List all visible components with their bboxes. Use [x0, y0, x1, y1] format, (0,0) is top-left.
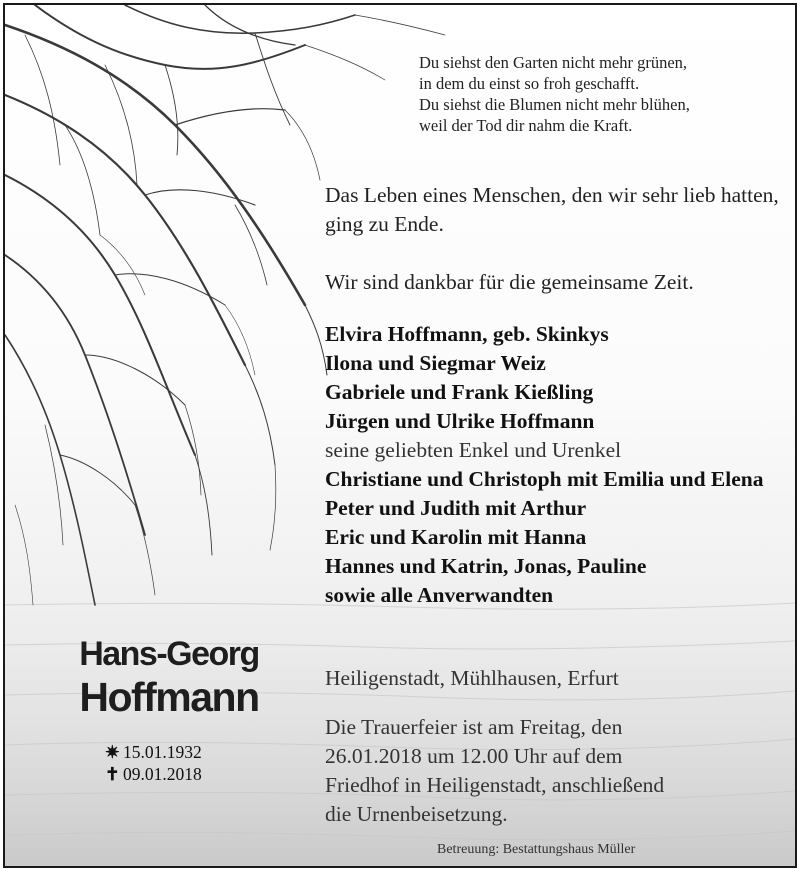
deceased-name [41, 633, 297, 719]
mourner-entry: sowie alle Anverwandten [325, 583, 554, 607]
places-line: Heiligenstadt, Mühlhausen, Erfurt [325, 666, 619, 690]
poem-line: weil der Tod dir nahm die Kraft. [419, 116, 633, 135]
poem-line: in dem du einst so froh geschafft. [419, 74, 640, 93]
mourner-entry: seine geliebten Enkel und Urenkel [325, 438, 622, 462]
star-icon: ✷ [105, 742, 120, 762]
mourner-entry: Jürgen und Ulrike Hoffmann [325, 409, 595, 433]
life-dates [105, 741, 202, 785]
death-date: 09.01.2018 [123, 764, 202, 784]
poem-line: Du siehst die Blumen nicht mehr blühen, [419, 95, 690, 114]
funeral-info: Die Trauerfeier ist am Freitag, den 26.01.2018 um 12.00 Uhr auf dem Friedhof in Heiligenstadt, anschließend die Urnenbeisetzung. [325, 715, 665, 826]
birth-row [105, 741, 202, 763]
mourner-entry: Peter und Judith mit Arthur [325, 496, 587, 520]
mourner-entry: Elvira Hoffmann, geb. Skinkys [325, 322, 609, 346]
mourners-list [325, 320, 795, 610]
obituary-card [3, 3, 797, 868]
death-row [105, 763, 202, 785]
first-name: Hans-Georg [79, 635, 259, 673]
intro-line-1: Das Leben eines Menschen, den wir sehr lieb hatten, ging zu Ende. [325, 183, 779, 236]
mourner-entry: Hannes und Katrin, Jonas, Pauline [325, 554, 647, 578]
mourner-entry: Christiane und Christoph mit Emilia und Elena [325, 467, 764, 491]
mourner-entry: Eric und Karolin mit Hanna [325, 525, 587, 549]
last-name: Hoffmann [79, 674, 259, 720]
birth-date: 15.01.1932 [123, 742, 202, 762]
intro-line-2: Wir sind dankbar für die gemeinsame Zeit. [325, 270, 694, 294]
poem-line: Du siehst den Garten nicht mehr grünen, [419, 53, 688, 72]
cross-icon: ✝ [105, 764, 120, 784]
memorial-poem [419, 52, 699, 136]
intro-text [325, 181, 795, 297]
undertaker-credit: Betreuung: Bestattungshaus Müller [437, 842, 636, 857]
mourner-entry: Ilona und Siegmar Weiz [325, 351, 546, 375]
mourner-entry: Gabriele und Frank Kießling [325, 380, 594, 404]
